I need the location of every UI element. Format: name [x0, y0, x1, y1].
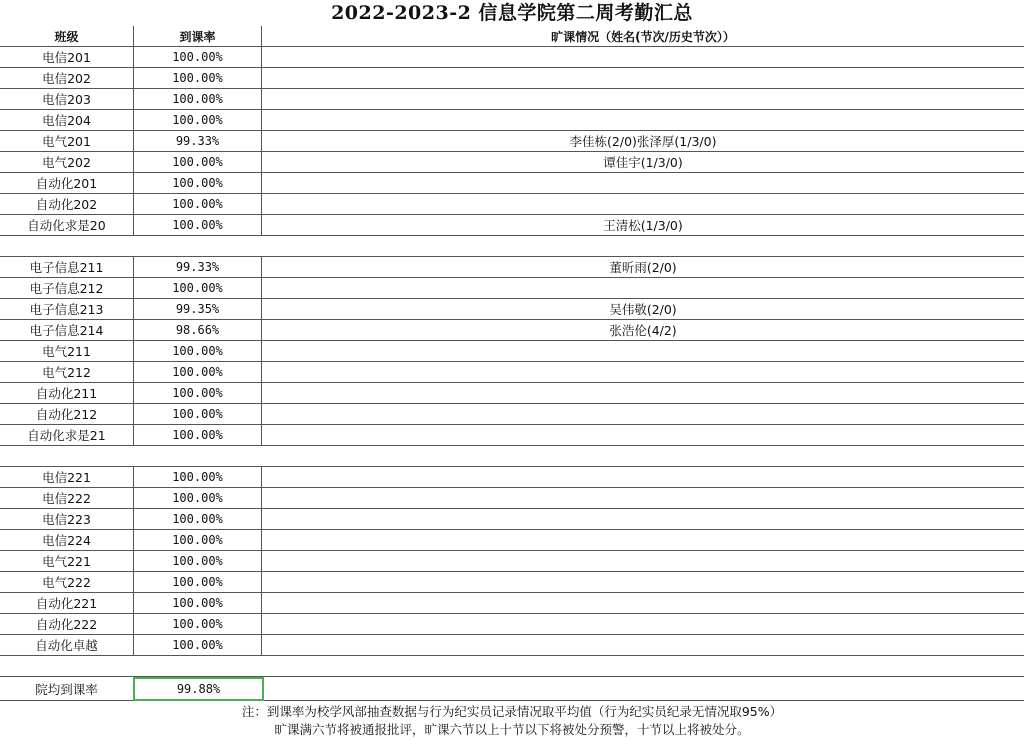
absent-cell[interactable] [262, 509, 1024, 530]
absent-cell[interactable] [262, 551, 1024, 572]
header-class[interactable]: 班级 [0, 26, 134, 47]
table-row [0, 530, 1024, 551]
sheet-title: 2022-2023-2 信息学院第二周考勤汇总 [331, 2, 693, 24]
table-row [0, 509, 1024, 530]
absent-cell[interactable] [262, 572, 1024, 593]
table-row [0, 215, 1024, 236]
absent-cell[interactable] [262, 404, 1024, 425]
absent-cell[interactable]: 张浩伦(4/2) [262, 320, 1024, 341]
class-cell[interactable]: 电气211 [0, 341, 134, 362]
absent-cell[interactable] [262, 47, 1024, 68]
rate-cell[interactable]: 100.00% [134, 467, 262, 488]
absent-cell[interactable] [262, 425, 1024, 446]
absent-cell[interactable] [262, 173, 1024, 194]
header-row [0, 26, 1024, 47]
average-table [0, 677, 1024, 701]
table-row [0, 257, 1024, 278]
absent-cell[interactable] [262, 635, 1024, 656]
table-row [0, 278, 1024, 299]
absent-cell[interactable] [262, 362, 1024, 383]
rate-cell[interactable]: 100.00% [134, 635, 262, 656]
rate-cell[interactable]: 100.00% [134, 362, 262, 383]
class-cell[interactable]: 电子信息211 [0, 257, 134, 278]
class-cell[interactable]: 自动化222 [0, 614, 134, 635]
class-cell[interactable]: 电信204 [0, 110, 134, 131]
class-cell[interactable]: 电气201 [0, 131, 134, 152]
header-absent[interactable]: 旷课情况（姓名(节次/历史节次）） [262, 26, 1024, 47]
table-row [0, 320, 1024, 341]
class-cell[interactable]: 自动化202 [0, 194, 134, 215]
class-cell[interactable]: 电信223 [0, 509, 134, 530]
absent-cell[interactable]: 谭佳宇(1/3/0) [262, 152, 1024, 173]
class-cell[interactable]: 电信203 [0, 89, 134, 110]
table-row [0, 614, 1024, 635]
rate-cell[interactable]: 100.00% [134, 383, 262, 404]
absent-cell[interactable] [262, 236, 1024, 257]
rate-cell[interactable]: 100.00% [134, 341, 262, 362]
absent-cell[interactable]: 吴伟敬(2/0) [262, 299, 1024, 320]
absent-cell[interactable] [262, 110, 1024, 131]
rate-cell[interactable]: 100.00% [134, 47, 262, 68]
absent-cell[interactable] [262, 68, 1024, 89]
blank-row [0, 446, 1024, 467]
table-row [0, 68, 1024, 89]
class-cell[interactable]: 自动化卓越 [0, 635, 134, 656]
table-row [0, 635, 1024, 656]
class-cell[interactable]: 电气221 [0, 551, 134, 572]
class-cell[interactable]: 自动化221 [0, 593, 134, 614]
rate-cell[interactable]: 100.00% [134, 68, 262, 89]
class-cell[interactable]: 自动化211 [0, 383, 134, 404]
rate-cell[interactable]: 99.33% [134, 257, 262, 278]
table-row [0, 47, 1024, 68]
table-row [0, 383, 1024, 404]
absent-cell[interactable] [262, 446, 1024, 467]
average-value[interactable]: 99.88% [134, 678, 263, 700]
table-row [0, 593, 1024, 614]
table-row [0, 404, 1024, 425]
rate-cell[interactable]: 99.35% [134, 299, 262, 320]
rate-cell[interactable]: 98.66% [134, 320, 262, 341]
absent-cell[interactable] [262, 593, 1024, 614]
absent-cell[interactable] [262, 614, 1024, 635]
table-row [0, 425, 1024, 446]
notes [0, 703, 1024, 739]
table-row [0, 173, 1024, 194]
rate-cell[interactable]: 100.00% [134, 530, 262, 551]
rate-cell[interactable]: 100.00% [134, 488, 262, 509]
table-row [0, 488, 1024, 509]
class-cell[interactable]: 自动化212 [0, 404, 134, 425]
rate-cell[interactable]: 100.00% [134, 194, 262, 215]
rate-cell[interactable]: 100.00% [134, 110, 262, 131]
class-cell[interactable]: 电子信息213 [0, 299, 134, 320]
average-empty-cell[interactable] [263, 678, 1024, 700]
rate-cell[interactable]: 100.00% [134, 572, 262, 593]
absent-cell[interactable] [262, 656, 1024, 677]
absent-cell[interactable] [262, 278, 1024, 299]
class-cell[interactable] [0, 236, 134, 257]
note-line-1: 注：到课率为校学风部抽查数据与行为纪实员记录情况取平均值（行为纪实员纪录无情况取95%） [241, 704, 783, 719]
table-row [0, 110, 1024, 131]
rate-cell[interactable]: 100.00% [134, 152, 262, 173]
blank-row [0, 236, 1024, 257]
rate-cell[interactable]: 100.00% [134, 425, 262, 446]
class-cell[interactable]: 自动化求是20 [0, 215, 134, 236]
class-cell[interactable]: 自动化201 [0, 173, 134, 194]
class-cell[interactable]: 电信202 [0, 68, 134, 89]
class-cell[interactable]: 电信222 [0, 488, 134, 509]
absent-cell[interactable] [262, 488, 1024, 509]
absent-cell[interactable]: 李佳栋(2/0)张泽厚(1/3/0) [262, 131, 1024, 152]
absent-cell[interactable] [262, 194, 1024, 215]
rate-cell[interactable]: 100.00% [134, 551, 262, 572]
class-cell[interactable]: 电信224 [0, 530, 134, 551]
absent-cell[interactable]: 董昕雨(2/0) [262, 257, 1024, 278]
rate-cell[interactable] [134, 236, 262, 257]
header-rate[interactable]: 到课率 [134, 26, 262, 47]
absent-cell[interactable] [262, 383, 1024, 404]
rate-cell[interactable]: 100.00% [134, 215, 262, 236]
table-row [0, 299, 1024, 320]
class-cell[interactable] [0, 446, 134, 467]
rate-cell[interactable]: 100.00% [134, 593, 262, 614]
class-cell[interactable]: 电气212 [0, 362, 134, 383]
table-row [0, 89, 1024, 110]
absent-cell[interactable]: 王清松(1/3/0) [262, 215, 1024, 236]
class-cell[interactable]: 电子信息212 [0, 278, 134, 299]
class-cell[interactable]: 电子信息214 [0, 320, 134, 341]
table-row [0, 551, 1024, 572]
rate-cell[interactable]: 100.00% [134, 404, 262, 425]
class-cell[interactable] [0, 656, 134, 677]
table-row [0, 131, 1024, 152]
rate-cell[interactable]: 100.00% [134, 173, 262, 194]
absent-cell[interactable] [262, 341, 1024, 362]
absent-cell[interactable] [262, 467, 1024, 488]
class-cell[interactable]: 电气202 [0, 152, 134, 173]
class-cell[interactable]: 电信221 [0, 467, 134, 488]
absent-cell[interactable] [262, 89, 1024, 110]
class-cell[interactable]: 电气222 [0, 572, 134, 593]
table-row [0, 362, 1024, 383]
table-row [0, 572, 1024, 593]
average-label[interactable]: 院均到课率 [0, 678, 134, 700]
rate-cell[interactable] [134, 446, 262, 467]
rate-cell[interactable]: 99.33% [134, 131, 262, 152]
note-line-2: 旷课满六节将被通报批评，旷课六节以上十节以下将被处分预警，十节以上将被处分。 [274, 722, 750, 737]
class-cell[interactable]: 自动化求是21 [0, 425, 134, 446]
table-row [0, 194, 1024, 215]
absent-cell[interactable] [262, 530, 1024, 551]
rate-cell[interactable]: 100.00% [134, 509, 262, 530]
blank-row [0, 656, 1024, 677]
rate-cell[interactable]: 100.00% [134, 614, 262, 635]
rate-cell[interactable]: 100.00% [134, 278, 262, 299]
class-cell[interactable]: 电信201 [0, 47, 134, 68]
rate-cell[interactable] [134, 656, 262, 677]
table-row [0, 341, 1024, 362]
table-row [0, 152, 1024, 173]
attendance-table [0, 26, 1024, 677]
average-row [0, 678, 1024, 700]
rate-cell[interactable]: 100.00% [134, 89, 262, 110]
table-row [0, 467, 1024, 488]
